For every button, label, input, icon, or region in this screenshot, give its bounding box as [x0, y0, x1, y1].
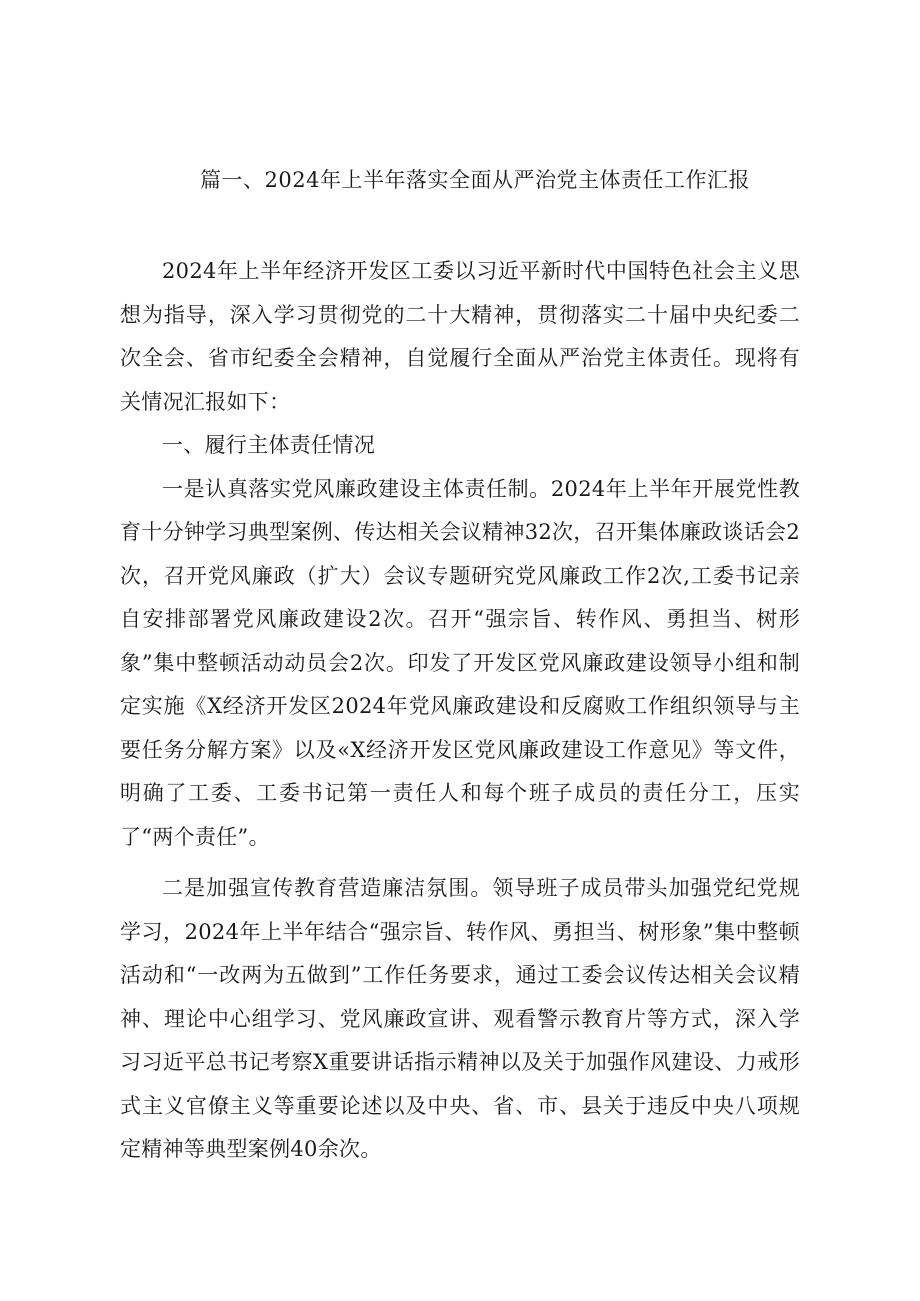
document-title: 篇一、2024年上半年落实全面从严治党主体责任工作汇报	[200, 168, 750, 192]
paragraph-intro: 2024年上半年经济开发区工委以习近平新时代中国特色社会主义思想为指导，深入学习贯彻党的二十大精神，贯彻落实二十届中央纪委二次全会、省市纪委全会精神，自觉履行全面从严治党主体责任。现将有关情况汇报如下：	[120, 259, 800, 414]
document-body	[120, 250, 800, 1172]
paragraph-point-two: 二是加强宣传教育营造廉洁氛围。领导班子成员带头加强党纪党规学习，2024年上半年结合“强宗旨、转作风、勇担当、树形象”集中整顿活动和“一改两为五做到”工作任务要求，通过工委会议传达相关会议精神、理论中心组学习、党风廉政宣讲、观看警示教育片等方式，深入学习习近平总书记考察X重要讲话指示精神以及关于加强作风建设、力戒形式主义官僚主义等重要论述以及中央、省、市、县关于违反中央八项规定精神等典型案例40余次。	[120, 876, 800, 1161]
paragraph-point-one: 一是认真落实党风廉政建设主体责任制。2024年上半年开展党性教育十分钟学习典型案例、传达相关会议精神32次，召开集体廉政谈话会2次，召开党风廉政（扩大）会议专题研究党风廉政工作2次,工委书记亲自安排部署党风廉政建设2次。召开“强宗旨、转作风、勇担当、树形象”集中整顿活动动员会2次。印发了开发区党风廉政建设领导小组和制定实施《X经济开发区2024年党风廉政建设和反腐败工作组织领导与主要任务分解方案》以及«X经济开发区党风廉政建设工作意见》等文件，明确了工委、工委书记第一责任人和每个班子成员的责任分工，压实了“两个责任”。	[120, 476, 800, 849]
section-heading: 一、履行主体责任情况	[162, 433, 375, 457]
